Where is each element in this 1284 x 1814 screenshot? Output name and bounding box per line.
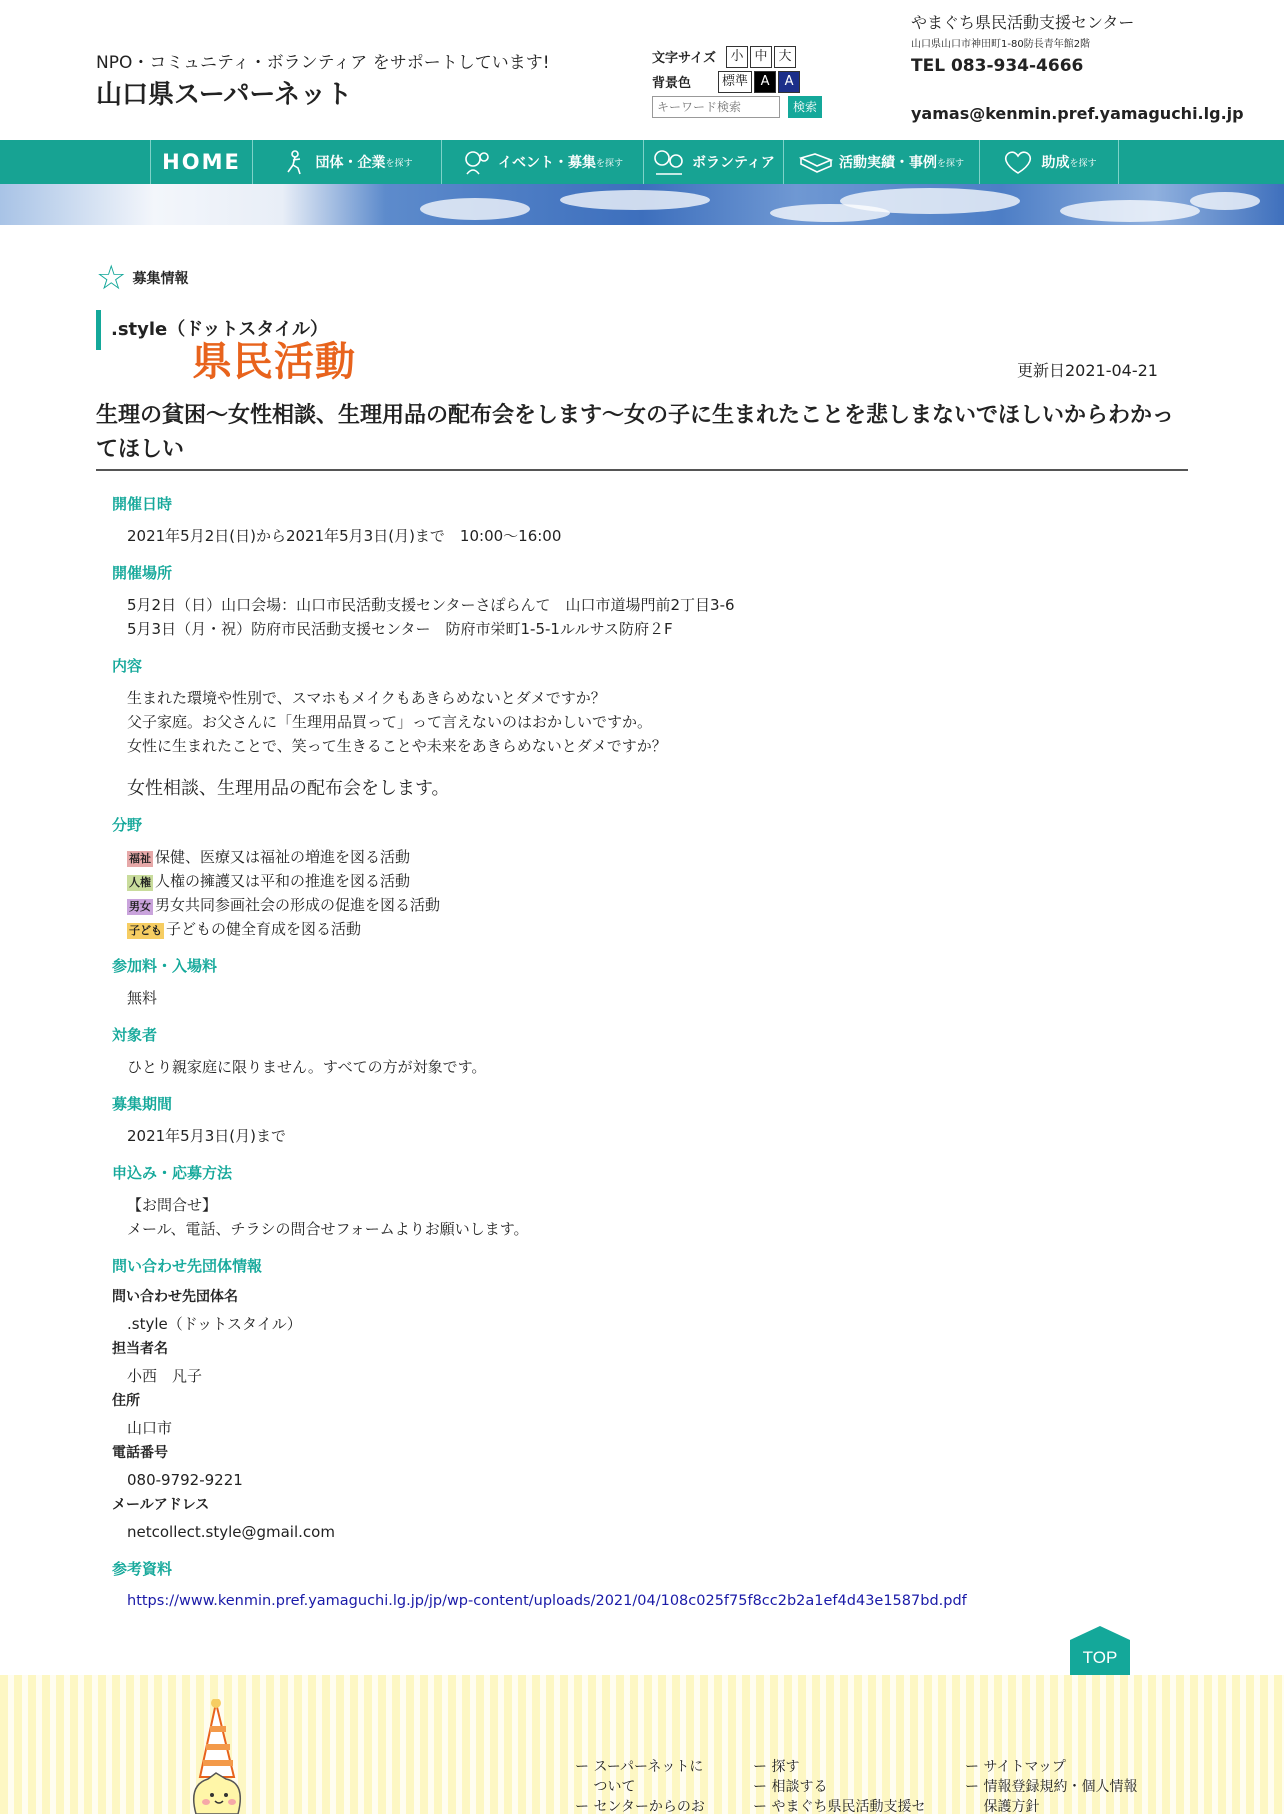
organization-title: .style（ドットスタイル） — [96, 310, 1188, 350]
font-size-large-button[interactable]: 大 — [774, 46, 796, 68]
phone-value: 080-9792-9221 — [127, 1471, 243, 1489]
place-heading: 開催場所 — [112, 564, 173, 582]
bg-standard-button[interactable]: 標準 — [718, 71, 752, 93]
apply-heading: 申込み・応募方法 — [112, 1164, 233, 1182]
footer-link[interactable]: ー 情報登録規約・個人情報 — [965, 1779, 1138, 1795]
fee-heading: 参加料・入場料 — [112, 957, 218, 975]
logo-suffix: スーパーネット — [174, 80, 353, 110]
contact-org-heading: 問い合わせ先団体名 — [112, 1289, 238, 1305]
global-nav — [0, 140, 1284, 184]
content-line: 生まれた環境や性別で、スマホもメイクもあきらめないとダメですか？ — [127, 689, 606, 707]
nav-volunteer[interactable] — [643, 140, 783, 184]
sky-banner — [0, 184, 1284, 225]
footer-link[interactable]: ー 相談する — [753, 1779, 828, 1795]
field-text: 保健、医療又は福祉の増進を図る活動 — [155, 848, 411, 866]
fee-value: 無料 — [127, 989, 158, 1007]
font-size-small-button[interactable]: 小 — [726, 46, 748, 68]
contact-org-value: .style（ドットスタイル） — [127, 1315, 302, 1333]
content-value — [96, 686, 1188, 758]
people-icon — [462, 148, 492, 176]
back-to-top-button[interactable] — [1070, 1626, 1130, 1678]
footer-link-cont[interactable]: ついて — [575, 1779, 636, 1795]
footer-link[interactable]: ー 探す — [753, 1759, 800, 1775]
nav-achievements[interactable] — [783, 140, 979, 184]
place-line: 5月2日（日）山口会場：山口市民活動支援センターさぽらんて 山口市道場門前2丁目3-6 — [127, 596, 735, 614]
book-icon — [799, 150, 833, 174]
nav-organizations-label: 団体・企業 — [315, 155, 386, 171]
field-heading: 分野 — [112, 816, 143, 834]
nav-achievements-label: 活動実績・事例 — [838, 155, 937, 171]
field-text: 人権の擁護又は平和の推進を図る活動 — [155, 872, 411, 890]
footer-link-cont[interactable]: 保護方針 — [965, 1799, 1040, 1814]
place-line: 5月3日（月・祝）防府市民活動支援センター 防府市栄町1-5-1ルルサス防府２F — [127, 620, 673, 638]
center-email-link[interactable]: yamas@kenmin.pref.yamaguchi.lg.jp — [911, 104, 1244, 123]
center-tel: TEL 083-934-4666 — [911, 56, 1084, 76]
heart-icon — [1001, 149, 1035, 175]
footer-link[interactable]: ー サイトマップ — [965, 1759, 1066, 1775]
logo-prefix: 山口県 — [96, 80, 175, 110]
search-button[interactable]: 検索 — [788, 96, 822, 118]
nav-grants-suffix: を探す — [1069, 158, 1097, 169]
contact-heading: 問い合わせ先団体情報 — [112, 1257, 263, 1275]
person-heading: 担当者名 — [112, 1341, 168, 1357]
field-tag-children: 子ども — [129, 924, 162, 937]
person-icon — [281, 148, 309, 176]
field-text: 子どもの健全育成を図る活動 — [166, 920, 362, 938]
contact-info — [911, 10, 1271, 123]
center-address: 山口県山口市神田町1-80防長青年館2階 — [911, 39, 1091, 50]
mascot-illustration — [186, 1699, 326, 1814]
top-button-shape — [1070, 1626, 1130, 1678]
post-title: 生理の貧困〜女性相談、生理用品の配布会をします〜女の子に生まれたことを悲しまないでほしいからわかってほしい — [96, 399, 1188, 471]
nav-home[interactable]: HOME — [150, 140, 252, 184]
nav-grants-label: 助成 — [1041, 155, 1070, 171]
footer-link[interactable]: ー スーパーネットに — [575, 1759, 704, 1775]
field-list — [96, 845, 1188, 941]
field-item — [127, 869, 1188, 893]
footer-link[interactable]: ー センターからのお — [575, 1799, 705, 1814]
content-line: 父子家庭。お父さんに「生理用品買って」って言えないのはおかしいですか。 — [127, 713, 653, 731]
person-value: 小西 凡子 — [127, 1367, 203, 1385]
target-value: ひとり親家庭に限りません。すべての方が対象です。 — [127, 1058, 487, 1076]
email-value: netcollect.style@gmail.com — [127, 1523, 335, 1541]
apply-value — [96, 1193, 1188, 1241]
field-item — [127, 893, 1188, 917]
bg-navy-button[interactable]: A — [778, 71, 800, 93]
font-size-label: 文字サイズ — [652, 51, 716, 66]
field-tag-human-rights: 人権 — [129, 876, 151, 889]
mail-icon — [911, 86, 1271, 104]
footer-link[interactable]: ー やまぐち県民活動支援セ — [753, 1799, 926, 1814]
nav-events-label: イベント・募集 — [497, 155, 596, 171]
email-heading: メールアドレス — [112, 1497, 210, 1513]
star-icon: ☆ — [96, 258, 127, 298]
address-heading: 住所 — [112, 1393, 140, 1409]
period-value: 2021年5月3日(月)まで — [127, 1127, 286, 1145]
nav-grants[interactable] — [979, 140, 1119, 184]
font-size-medium-button[interactable]: 中 — [750, 46, 772, 68]
updated-date: 更新日2021-04-21 — [1017, 361, 1158, 380]
reference-heading: 参考資料 — [112, 1560, 173, 1578]
footer-col-policy — [965, 1757, 1137, 1814]
nav-events-suffix: を探す — [595, 158, 623, 169]
apply-line: 【お問合せ】 — [127, 1196, 218, 1214]
accessibility-tools — [652, 44, 822, 118]
field-item — [127, 845, 1188, 869]
top-button-label: TOP — [1082, 1648, 1118, 1667]
place-value — [96, 593, 1188, 641]
site-footer — [0, 1675, 1284, 1814]
category-label: 募集情報 — [132, 271, 189, 287]
center-name: やまぐち県民活動支援センター — [911, 13, 1135, 32]
nav-organizations-suffix: を探す — [385, 158, 413, 169]
nav-events[interactable] — [441, 140, 643, 184]
date-heading: 開催日時 — [112, 495, 173, 513]
nav-volunteer-label: ボランティア — [692, 155, 775, 171]
field-text: 男女共同参画社会の形成の促進を図る活動 — [155, 896, 441, 914]
site-tagline: NPO・コミュニティ・ボランティア をサポートしています! — [96, 53, 550, 73]
apply-line: メール、電話、チラシの問合せフォームよりお願いします。 — [127, 1220, 529, 1238]
field-tag-gender: 男女 — [129, 900, 151, 913]
footer-col-about — [575, 1757, 705, 1814]
nav-organizations[interactable] — [252, 140, 441, 184]
bg-color-label: 背景色 — [652, 76, 692, 91]
post-category — [96, 256, 1188, 300]
post-main — [96, 256, 1188, 1613]
content-line: 女性に生まれたことで、笑って生きることや未来をあきらめないとダメですか？ — [127, 737, 667, 755]
period-heading: 募集期間 — [112, 1095, 173, 1113]
phone-heading: 電話番号 — [112, 1445, 168, 1461]
footer-col-search — [753, 1757, 925, 1814]
address-value: 山口市 — [127, 1419, 173, 1437]
target-heading: 対象者 — [112, 1026, 158, 1044]
keyword-search-input[interactable] — [652, 96, 780, 118]
nav-achievements-suffix: を探す — [936, 158, 964, 169]
reference-pdf-link[interactable]: https://www.kenmin.pref.yamaguchi.lg.jp/jp/wp-content/uploads/2021/04/108c025f75f8cc2b2a1ef4d43e1587bd.pdf — [127, 1593, 967, 1609]
content-summary: 女性相談、生理用品の配布会をします。 — [127, 778, 450, 799]
content-heading: 内容 — [112, 657, 143, 675]
bg-black-button[interactable]: A — [754, 71, 776, 93]
hands-icon — [652, 148, 686, 176]
field-tag-welfare: 福祉 — [129, 852, 151, 865]
date-value: 2021年5月2日(日)から2021年5月3日(月)まで 10:00〜16:00 — [127, 527, 562, 545]
logo-main: 県民活動 — [192, 339, 356, 385]
field-item — [127, 917, 1188, 941]
